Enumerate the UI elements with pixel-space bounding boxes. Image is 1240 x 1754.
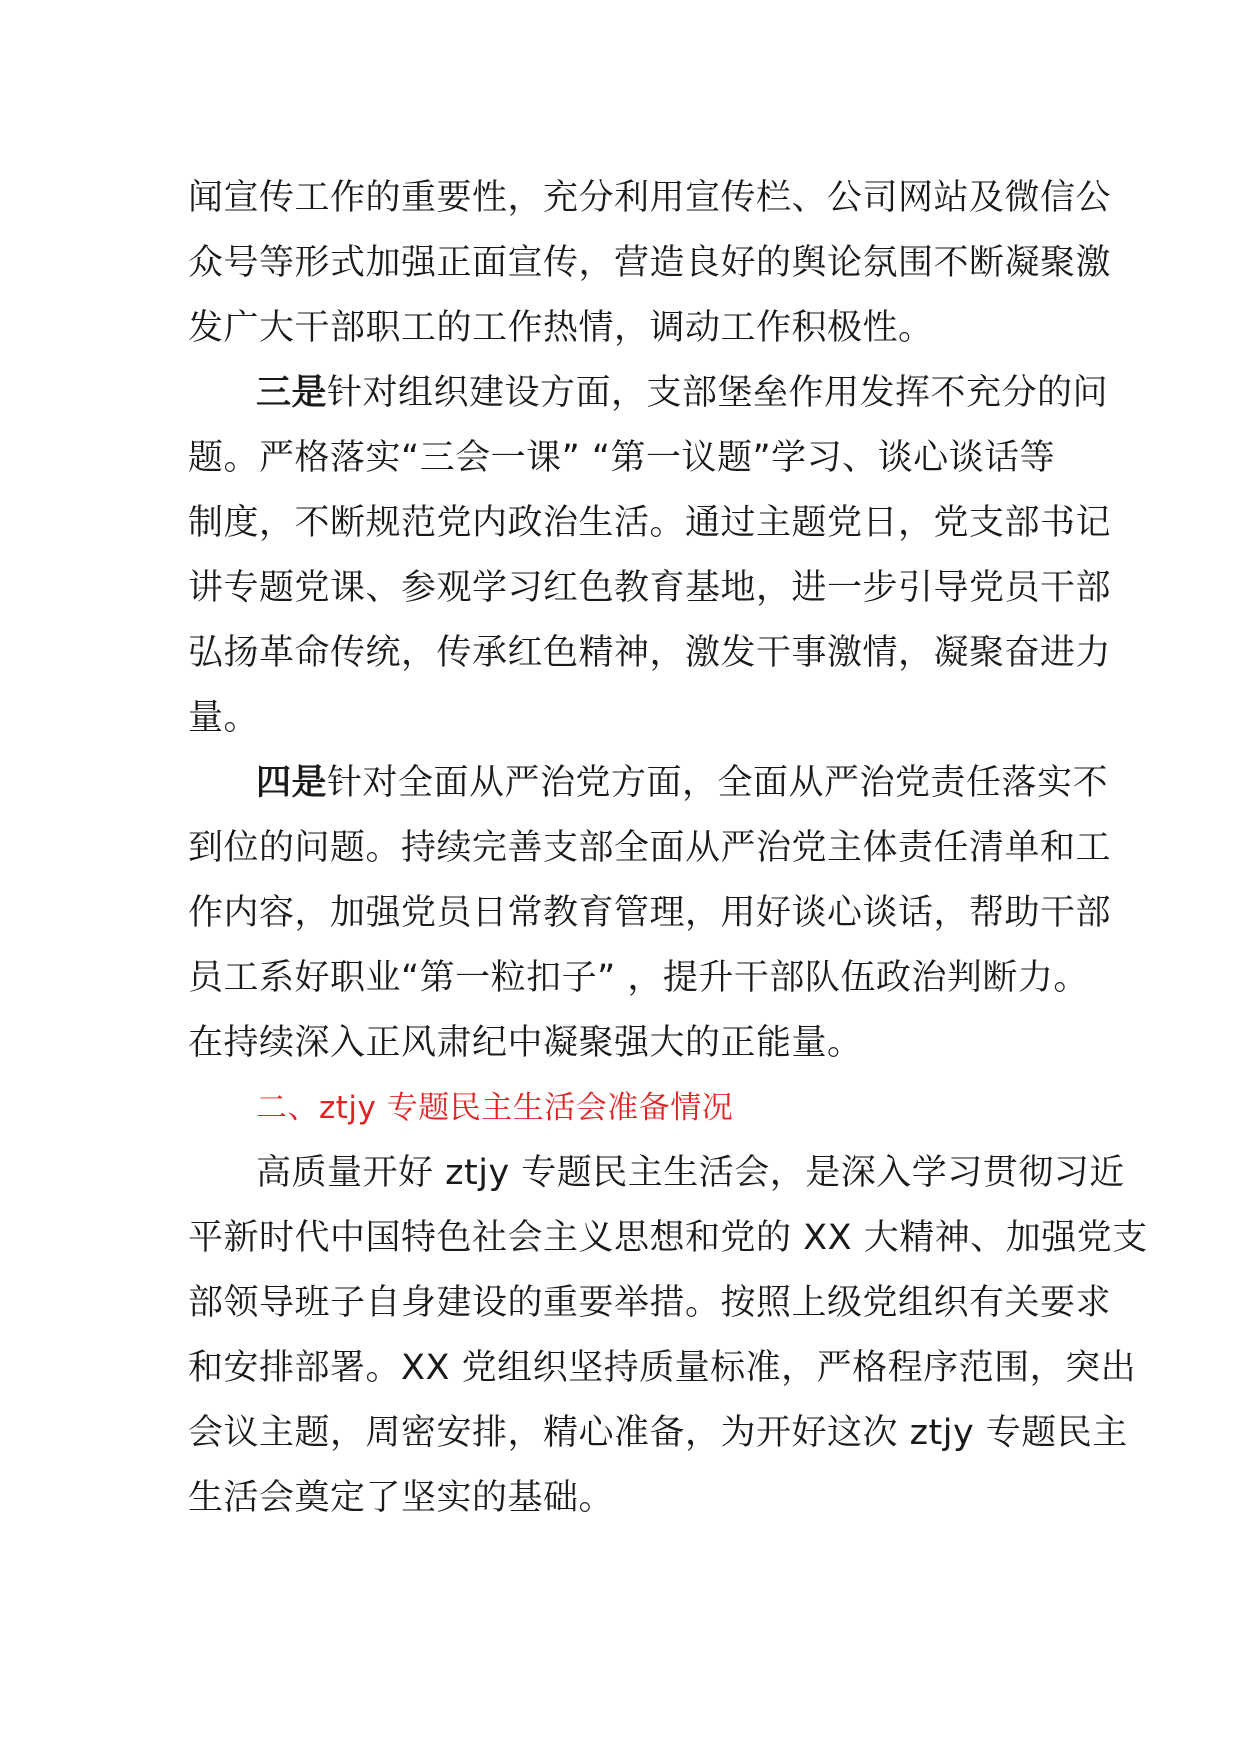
paragraph-news-publicity xyxy=(188,166,1112,361)
text-segment: 针对全面从严治党方面，全面从严治党责任落实不 xyxy=(327,763,1109,803)
text-line: 和安排部署。XX 党组织坚持质量标准，严格程序范围，突出 xyxy=(188,1348,1137,1388)
text-line: 讲专题党课、参观学习红色教育基地，进一步引导党员干部 xyxy=(188,568,1112,608)
text-line: 弘扬革命传统，传承红色精神，激发干事激情，凝聚奋进力 xyxy=(188,633,1112,673)
text-line xyxy=(188,361,1109,426)
paragraph-organization-building xyxy=(188,361,1112,751)
text-line: 到位的问题。持续完善支部全面从严治党主体责任清单和工 xyxy=(188,828,1112,868)
text-line: 会议主题，周密安排，精心准备，为开好这次 ztjy 专题民主 xyxy=(188,1413,1128,1453)
text-line: 量。 xyxy=(188,698,260,738)
text-line: 平新时代中国特色社会主义思想和党的 XX 大精神、加强党支 xyxy=(188,1218,1148,1258)
text-line xyxy=(188,751,1109,816)
text-segment: 针对组织建设方面，支部堡垒作用发挥不充分的问 xyxy=(327,373,1109,413)
paragraph-lead-bold: 四是 xyxy=(256,763,328,803)
section-heading: 二、ztjy 专题民主生活会准备情况 xyxy=(256,1090,734,1126)
text-line: 制度，不断规范党内政治生活。通过主题党日，党支部书记 xyxy=(188,503,1112,543)
paragraph-meeting-preparation xyxy=(188,1141,1148,1531)
text-line: 发广大干部职工的工作热情，调动工作积极性。 xyxy=(188,308,934,348)
text-line: 部领导班子自身建设的重要举措。按照上级党组织有关要求 xyxy=(188,1283,1112,1323)
text-line: 作内容，加强党员日常教育管理，用好谈心谈话，帮助干部 xyxy=(188,893,1112,933)
text-line: 题。严格落实“三会一课” “第一议题”学习、谈心谈话等 xyxy=(188,438,1056,478)
text-line: 高质量开好 ztjy 专题民主生活会，是深入学习贯彻习近 xyxy=(256,1153,1125,1193)
text-line: 众号等形式加强正面宣传，营造良好的舆论氛围不断凝聚激 xyxy=(188,243,1112,283)
text-line: 在持续深入正风肃纪中凝聚强大的正能量。 xyxy=(188,1023,863,1063)
text-line: 闻宣传工作的重要性，充分利用宣传栏、公司网站及微信公 xyxy=(188,178,1112,218)
paragraph-lead-bold: 三是 xyxy=(256,373,328,413)
text-line: 生活会奠定了坚实的基础。 xyxy=(188,1478,615,1518)
text-line: 员工系好职业“第一粒扣子” ，提升干部队伍政治判断力。 xyxy=(188,958,1089,998)
document-page xyxy=(188,166,1148,1531)
paragraph-strict-party-governance xyxy=(188,751,1112,1076)
